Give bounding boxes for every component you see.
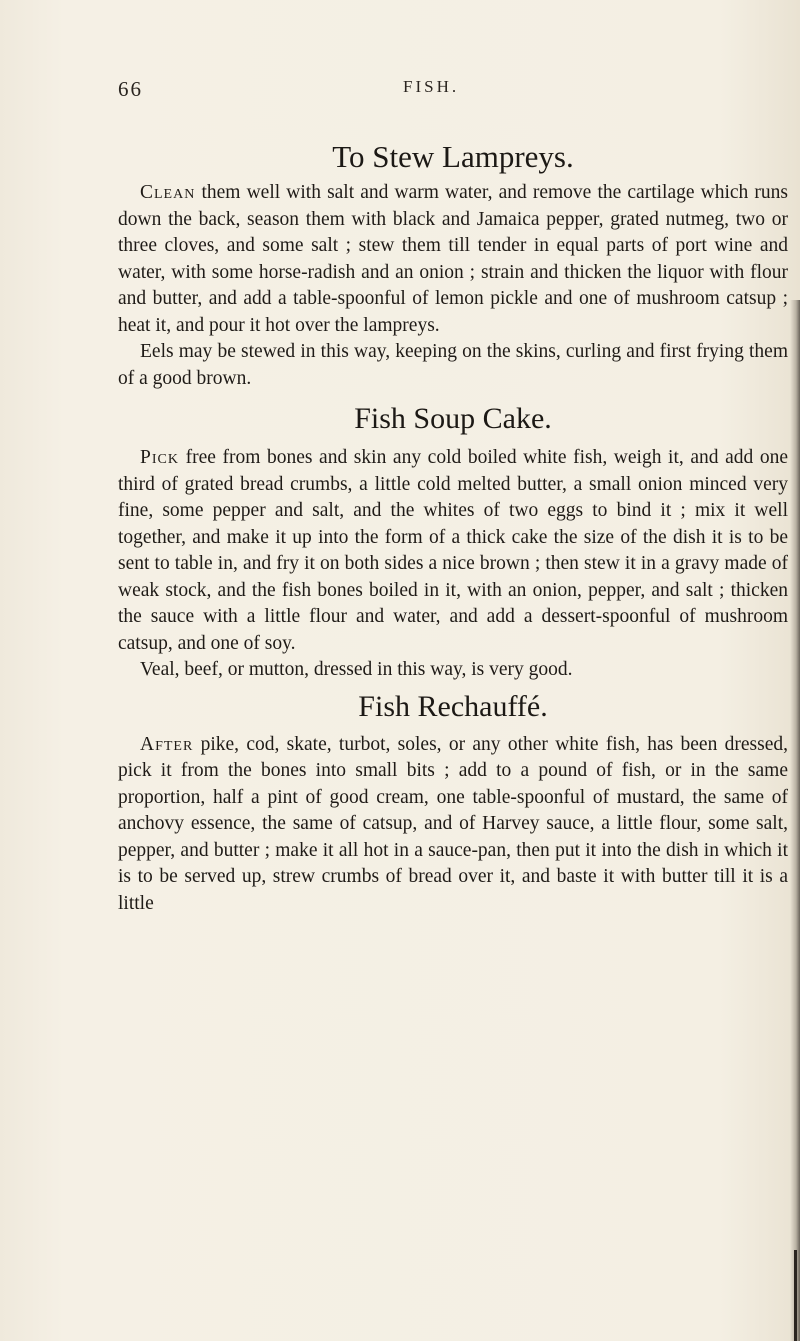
page-content (118, 137, 788, 917)
recipe-body-fish-rechauffe (118, 732, 788, 918)
lead-word: Clean (140, 182, 196, 203)
running-head (118, 77, 758, 107)
lead-word: After (140, 733, 194, 755)
recipe-text: them well with salt and warm water, and remove the cartilage which runs down the back, season them with black and Jamaica pepper, grated nutmeg, two or three cloves, and some salt ; stew them till tender in equal parts of port wine and water, with some horse-radish and an onion ; strain and thicken the liquor with flour and butter, and add a table-spoonful of lemon pickle and one of mushroom catsup ; heat it, and pour it hot over the lampreys. (118, 182, 788, 336)
recipe-note-lampreys: Eels may be stewed in this way, keeping on the skins, curling and first frying them of a good brown. (118, 341, 788, 389)
page-edge-line (794, 1250, 797, 1341)
recipe-title-fish-soup-cake: Fish Soup Cake. (354, 402, 552, 435)
recipe-title-lampreys: To Stew Lampreys. (332, 139, 574, 174)
section-title: FISH. (403, 77, 460, 96)
recipe-body-lampreys (118, 180, 788, 339)
lead-word: Pick (140, 447, 179, 468)
page-number: 66 (118, 77, 143, 101)
recipe-note-fish-soup-cake: Veal, beef, or mutton, dressed in this way, is very good. (140, 659, 573, 680)
recipe-title-fish-rechauffe: Fish Rechauffé. (358, 689, 548, 723)
recipe-text: free from bones and skin any cold boiled white fish, weigh it, and add one third of grated bread crumbs, a little cold melted butter, a small onion minced very fine, some pepper and salt, and the whites of two eggs to bind it ; mix it well together, and make it up into the form of a thick cake the size of the dish it is to be sent to table in, and fry it on both sides a nice brown ; then stew it in a gravy made of weak stock, and the fish bones boiled in it, with an onion, pepper, and salt ; thicken the sauce with a little flour and water, and add a dessert-spoonful of mushroom catsup, and one of soy. (118, 447, 789, 654)
recipe-body-fish-soup-cake (118, 445, 788, 657)
page-edge-shadow (790, 300, 800, 1341)
recipe-text: pike, cod, skate, turbot, soles, or any other white fish, has been dressed, pick it from the bones into small bits ; add to a pound of fish, or in the same proportion, half a pint of good cream, one table-spoonful of mustard, the same of anchovy essence, the same of catsup, and of Harvey sauce, a little flour, some salt, pepper, and butter ; make it all hot in a sauce-pan, then put it into the dish in which it is to be served up, strew crumbs of bread over it, and baste it with butter till it is a little (118, 733, 788, 914)
